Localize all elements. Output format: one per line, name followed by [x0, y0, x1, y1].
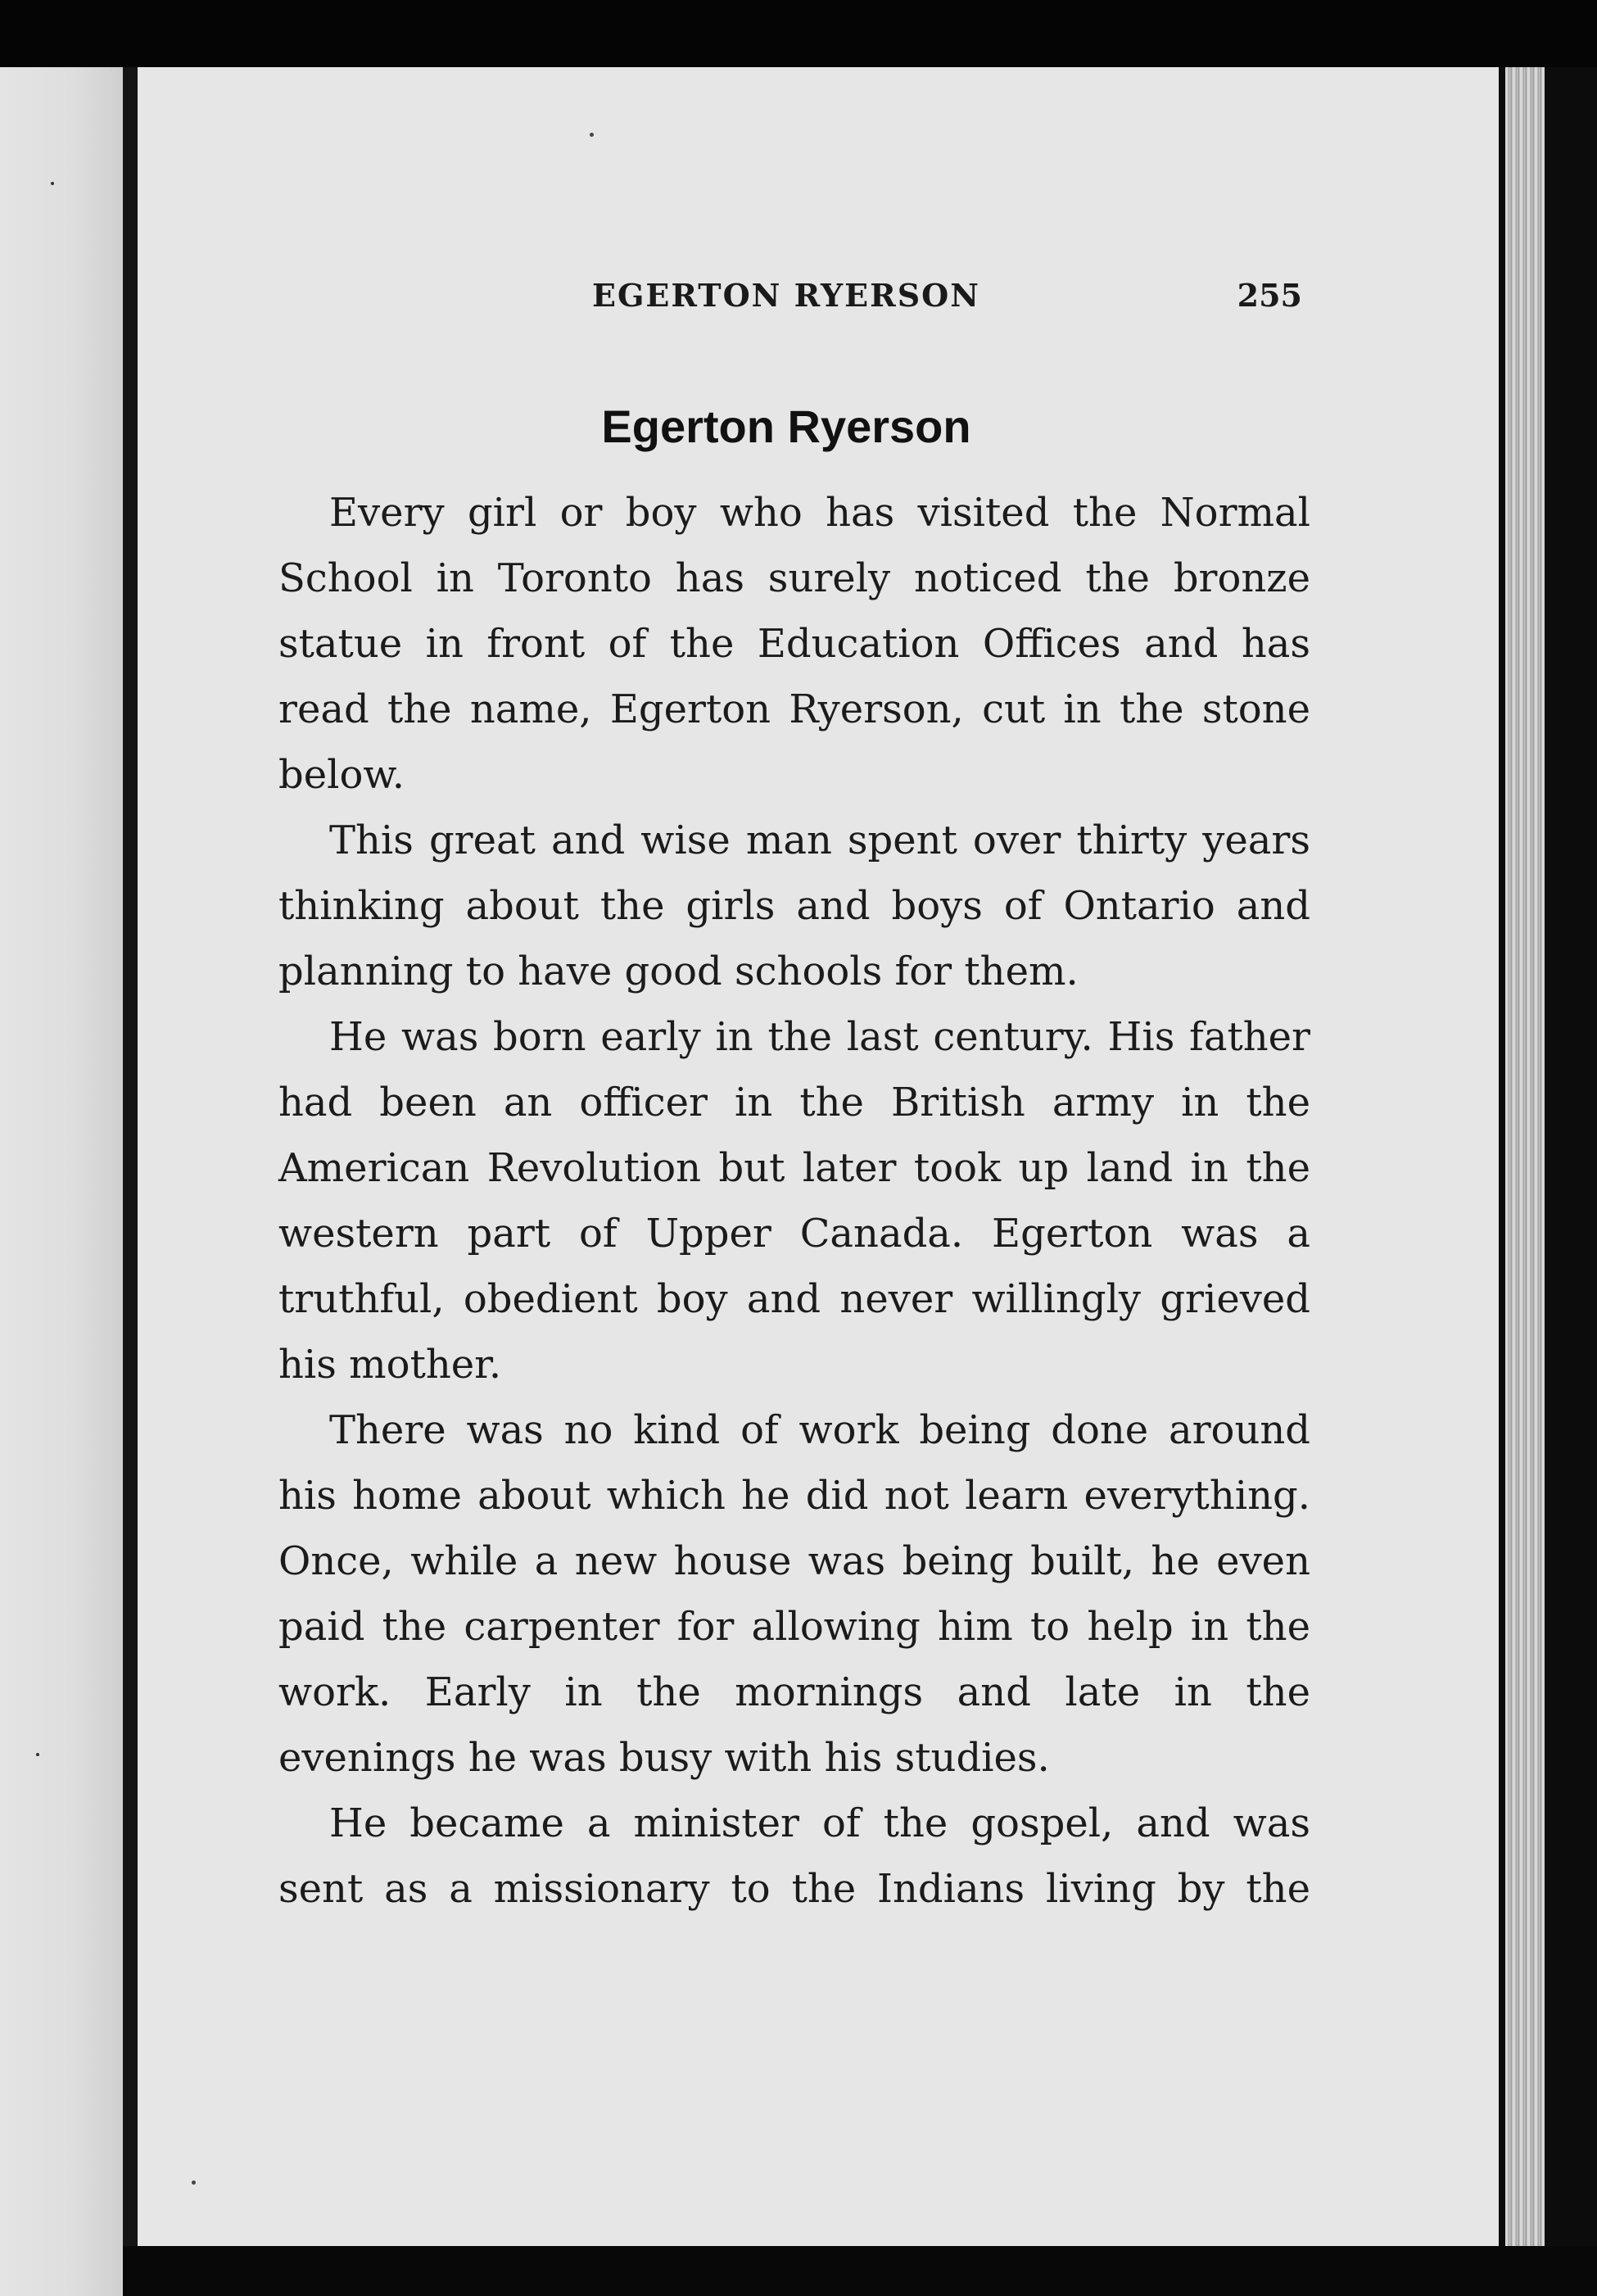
- running-title: EGERTON RYERSON: [592, 277, 980, 314]
- page-number: 255: [1237, 277, 1302, 314]
- book-gutter: [123, 67, 138, 2296]
- dust-speck: [192, 2181, 196, 2185]
- paragraph: He was born early in the last century. His father had been an officer in the British army in the American Revolution but later took up land in the western part of Upper Canada. Egerton was a truthful, obedient boy and never willingly grieved his mother.: [278, 1014, 1310, 1388]
- dust-speck: [36, 1753, 39, 1756]
- previous-page-edge: [0, 67, 123, 2296]
- dust-speck: [590, 133, 594, 137]
- paragraph: There was no kind of work being done around his home about which he did not learn everything. Once, while a new house was being built, he even paid the carpenter for allowing him to help in the work. Early in the mornings and late in the evenings he was busy with his studies.: [278, 1407, 1310, 1781]
- dust-speck: [51, 182, 54, 185]
- running-header: [270, 277, 1302, 318]
- paragraph: He became a minister of the gospel, and was sent as a missionary to the Indians living by the: [278, 1800, 1310, 1912]
- chapter-title: Egerton Ryerson: [601, 401, 971, 452]
- paragraph: This great and wise man spent over thirty years thinking about the girls and boys of Ontario and planning to have good schools for them.: [278, 817, 1310, 994]
- scan-bottom-border: [123, 2246, 1597, 2296]
- body-text: [278, 480, 1310, 1922]
- paragraph: Every girl or boy who has visited the Normal School in Toronto has surely noticed the bronze statue in front of the Education Offices and has read the name, Egerton Ryerson, cut in the stone below.: [278, 490, 1310, 798]
- scan-top-border: [0, 0, 1597, 67]
- page-stack-edge: [1505, 67, 1545, 2246]
